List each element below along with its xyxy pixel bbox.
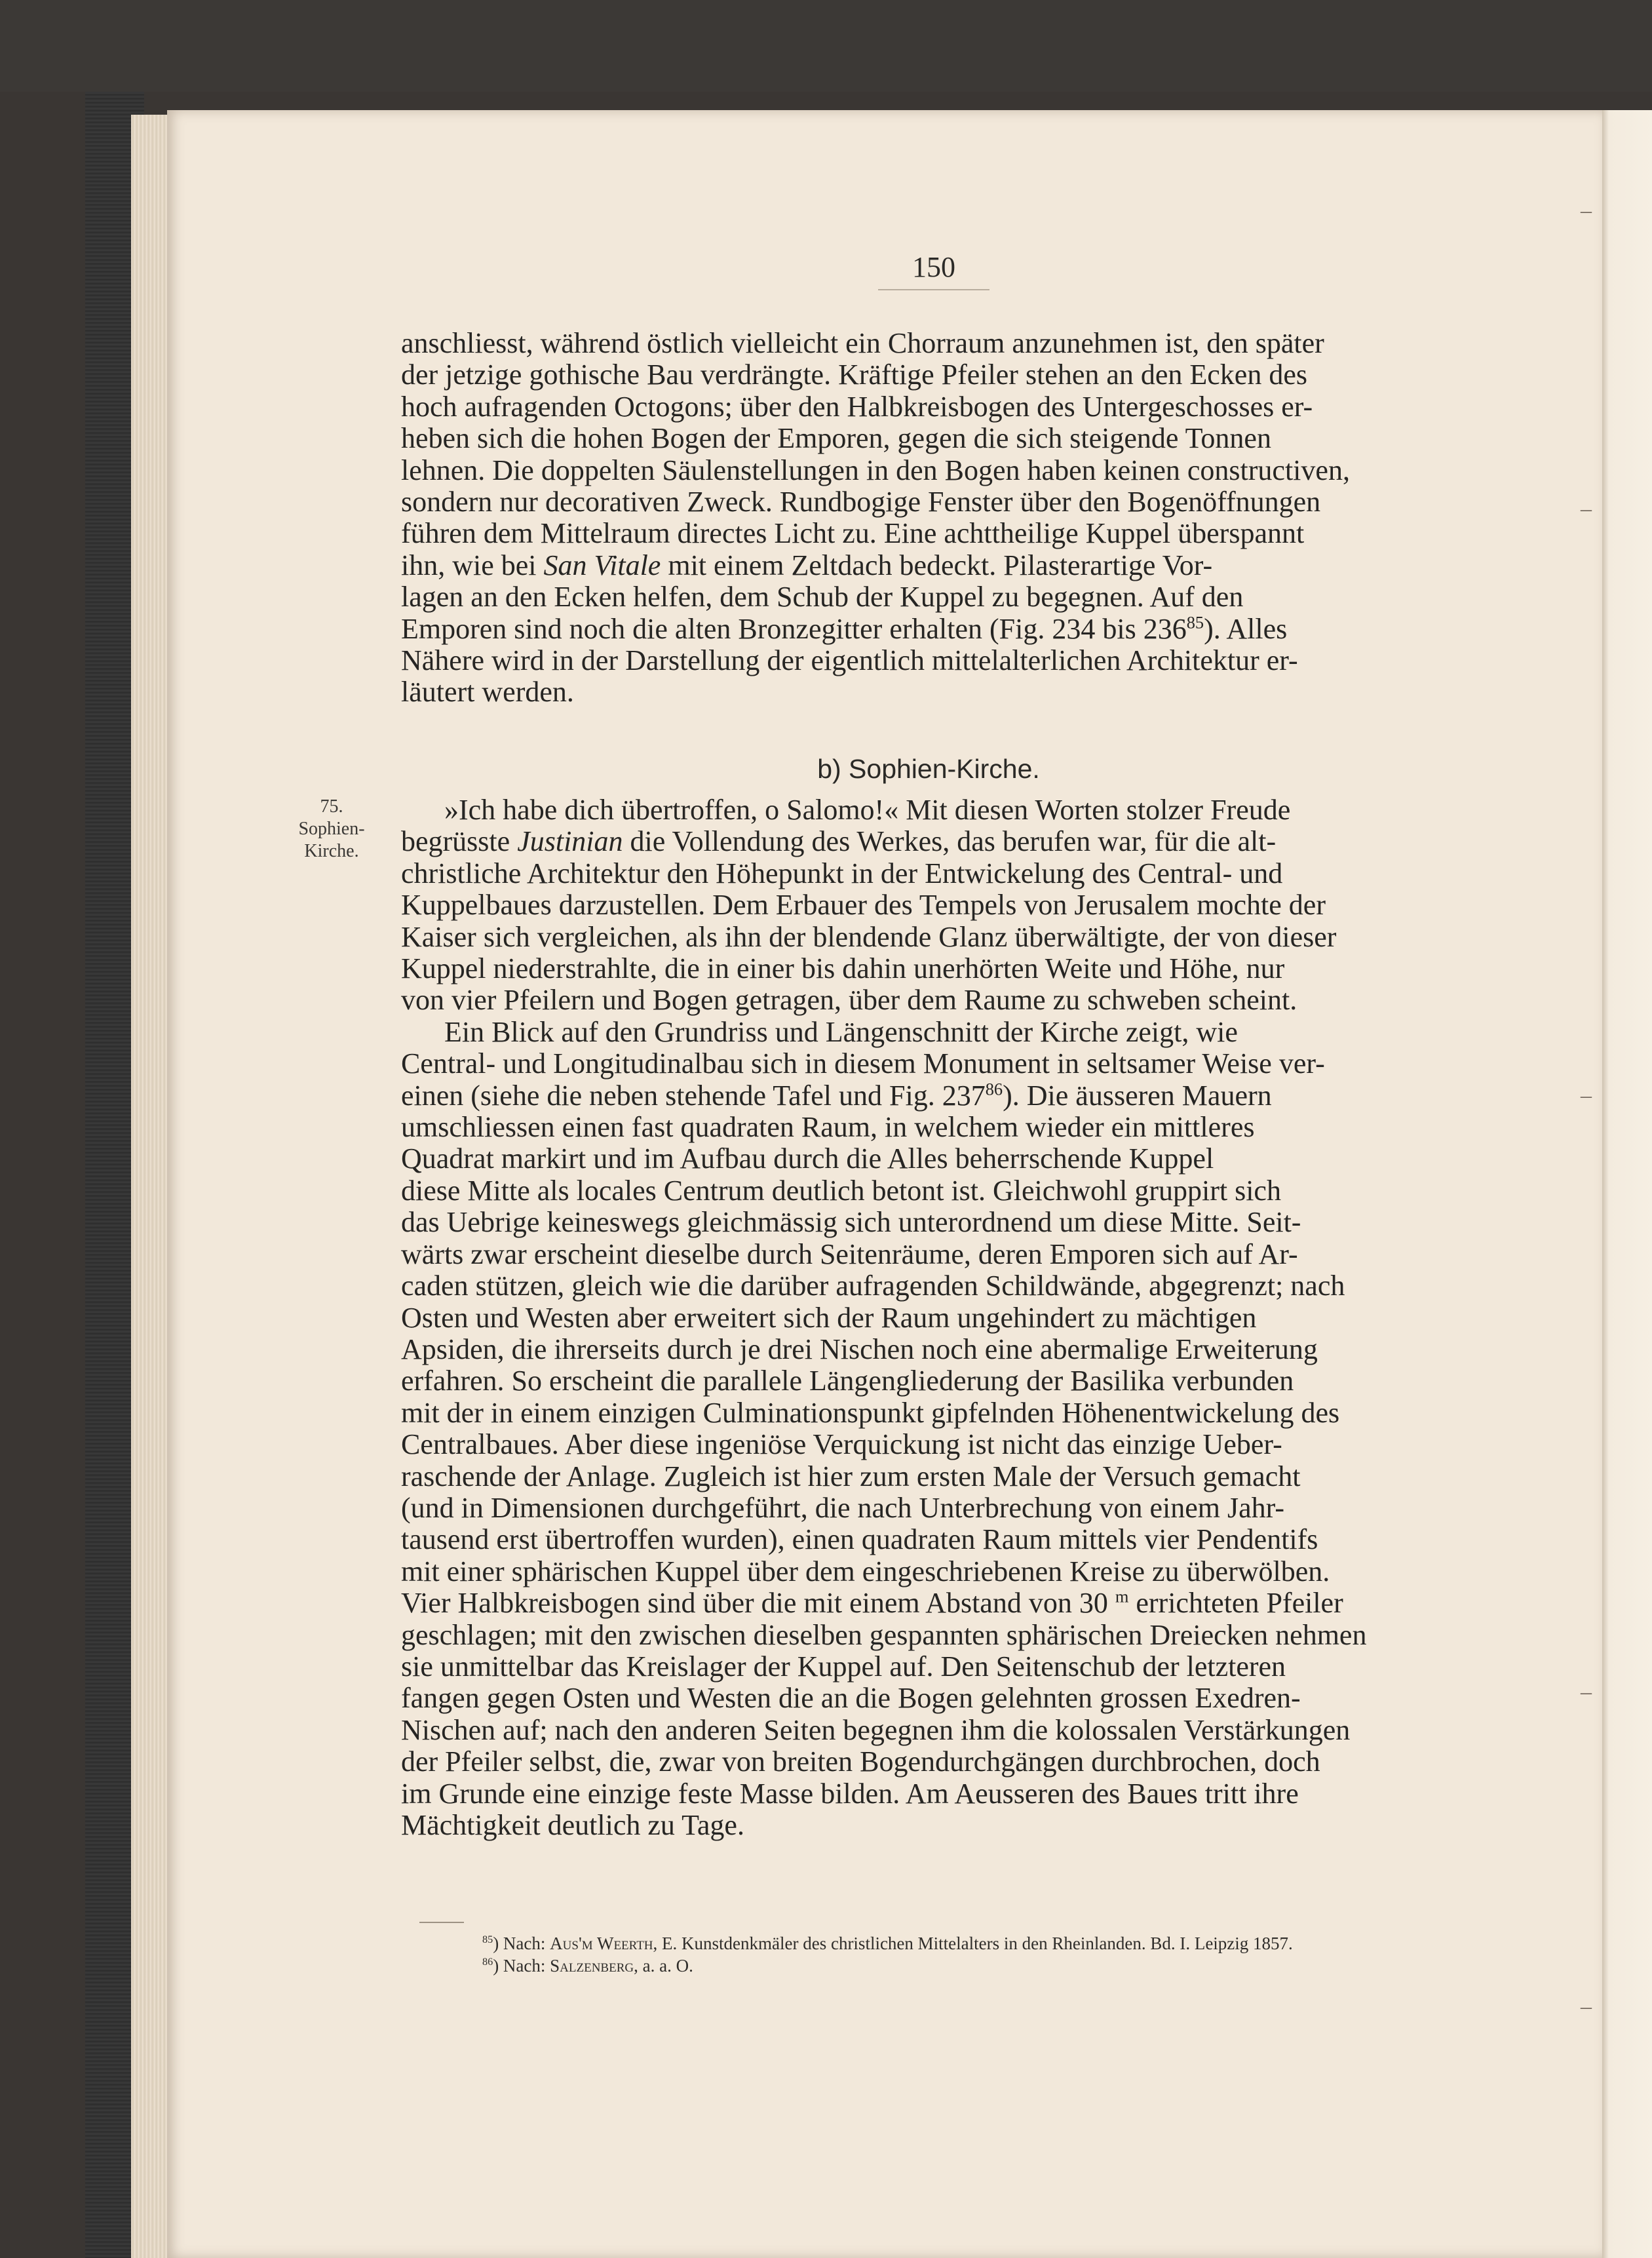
- text-line: Kuppel niederstrahlte, die in einer bis dahin unerhörten Weite und Höhe, nur: [401, 952, 1285, 985]
- text-line: [401, 550, 1456, 581]
- text-line: lagen an den Ecken helfen, dem Schub der Kuppel zu begegnen. Auf den: [401, 581, 1244, 613]
- text-run: ) Nach:: [493, 1934, 550, 1953]
- text-run: Vier Halbkreisbogen sind über die mit einem Abstand von 30: [401, 1587, 1115, 1620]
- text-line: Quadrat markirt und im Aufbau durch die Alles beherrschende Kuppel: [401, 1142, 1214, 1175]
- text-line: [401, 613, 1456, 645]
- paragraph-2: [401, 794, 1456, 1841]
- page-edges: [131, 115, 170, 2258]
- text-line: diese Mitte als locales Centrum deutlich betont ist. Gleichwohl gruppirt sich: [401, 1174, 1281, 1207]
- text-line: wärts zwar erscheint dieselbe durch Seitenräume, deren Emporen sich auf Ar-: [401, 1237, 1298, 1270]
- text-line: lehnen. Die doppelten Säulenstellungen in den Bogen haben keinen constructiven,: [401, 454, 1350, 486]
- edge-mark-icon: –: [1581, 497, 1592, 521]
- footnote-author: Aus'm Weerth, E.: [550, 1934, 678, 1953]
- text-line: [401, 826, 1456, 857]
- text-line: Kaiser sich vergleichen, als ihn der blendende Glanz überwältigte, der von dieser: [401, 920, 1337, 953]
- footnote-ref: 85: [1186, 612, 1204, 632]
- footnote-rule: [419, 1922, 464, 1923]
- text-run: , a. a. O.: [634, 1956, 693, 1976]
- text-run: errichteten Pfeiler: [1128, 1587, 1343, 1620]
- footnote: [482, 1932, 1459, 1955]
- text-run: ) Nach:: [493, 1956, 550, 1976]
- text-line: sondern nur decorativen Zweck. Rundbogige Fenster über den Bogenöffnungen: [401, 486, 1321, 518]
- text-line: »Ich habe dich übertroffen, o Salomo!« Mit diesen Worten stolzer Freude: [444, 794, 1291, 826]
- footnote-author: Salzenberg: [550, 1956, 634, 1976]
- text-line: Mächtigkeit deutlich zu Tage.: [401, 1809, 744, 1841]
- edge-mark-icon: –: [1581, 1083, 1592, 1108]
- text-run: begrüsste: [401, 825, 518, 858]
- text-line: der Pfeiler selbst, die, zwar von breiten Bogendurchgängen durchbrochen, doch: [401, 1745, 1320, 1778]
- text-line: von vier Pfeilern und Bogen getragen, über dem Raume zu schweben scheint.: [401, 984, 1297, 1017]
- text-line: tausend erst übertroffen wurden), einen quadraten Raum mittels vier Pendentifs: [401, 1523, 1318, 1556]
- text-line: sie unmittelbar das Kreislager der Kuppel auf. Den Seitenschub der letzteren: [401, 1650, 1286, 1683]
- unit-superscript: m: [1115, 1586, 1129, 1606]
- scan-background: [0, 0, 1652, 92]
- text-line: [401, 1587, 1456, 1619]
- text-line: Kuppelbaues darzustellen. Dem Erbauer des Tempels von Jerusalem mochte der: [401, 889, 1326, 922]
- footnote-number: 85: [482, 1934, 493, 1945]
- next-page-edge: [1602, 110, 1652, 2258]
- text-run: die Vollendung des Werkes, das berufen war, für die alt-: [623, 825, 1277, 858]
- text-line: raschende der Anlage. Zugleich ist hier zum ersten Male der Versuch gemacht: [401, 1460, 1301, 1492]
- page-number: 150: [878, 250, 989, 290]
- text-line: das Uebrige keineswegs gleichmässig sich unterordnend um diese Mitte. Seit-: [401, 1206, 1301, 1239]
- text-line: führen dem Mittelraum directes Licht zu. Eine achttheilige Kuppel überspannt: [401, 517, 1305, 550]
- text-line: erfahren. So erscheint die parallele Längengliederung der Basilika verbunden: [401, 1365, 1294, 1397]
- text-line: Ein Blick auf den Grundriss und Längenschnitt der Kirche zeigt, wie: [444, 1015, 1238, 1048]
- text-line: Centralbaues. Aber diese ingeniöse Verquickung ist nicht das einzige Ueber-: [401, 1428, 1282, 1461]
- text-line: (und in Dimensionen durchgeführt, die nach Unterbrechung von einem Jahr-: [401, 1491, 1285, 1524]
- margin-note: [286, 796, 377, 863]
- text-line: läutert werden.: [401, 676, 574, 709]
- text-line: geschlagen; mit den zwischen dieselben gespannten sphärischen Dreiecken nehmen: [401, 1618, 1367, 1651]
- text-line: [401, 1080, 1456, 1112]
- italic-name: Justinian: [517, 825, 623, 858]
- italic-name: San Vitale: [543, 549, 661, 581]
- text-run: Kunstdenkmäler des christlichen Mittelalters in den Rheinlanden. Bd. I. Leipzig 1857.: [677, 1934, 1293, 1953]
- text-run: mit einem Zeltdach bedeckt. Pilasterartige Vor-: [661, 549, 1213, 581]
- edge-mark-icon: –: [1581, 1680, 1592, 1704]
- footnote-number: 86: [482, 1956, 493, 1968]
- text-line: Osten und Westen aber erweitert sich der Raum ungehindert zu mächtigen: [401, 1301, 1257, 1334]
- text-line: im Grunde eine einzige feste Masse bilden. Am Aeusseren des Baues tritt ihre: [401, 1777, 1299, 1810]
- text-run: Emporen sind noch die alten Bronzegitter erhalten (Fig. 234 bis 236: [401, 612, 1187, 645]
- margin-label: Sophien-: [298, 819, 365, 839]
- paragraph-1: [401, 328, 1456, 709]
- edge-mark-icon: –: [1581, 199, 1592, 223]
- text-line: Central- und Longitudinalbau sich in diesem Monument in seltsamer Weise ver-: [401, 1047, 1325, 1080]
- footnote-ref: 86: [985, 1079, 1003, 1099]
- text-line: hoch aufragenden Octogons; über den Halbkreisbogen des Untergeschosses er-: [401, 390, 1313, 423]
- text-line: der jetzige gothische Bau verdrängte. Kräftige Pfeiler stehen an den Ecken des: [401, 359, 1307, 391]
- text-run: einen (siehe die neben stehende Tafel und Fig. 237: [401, 1079, 986, 1112]
- text-line: Nähere wird in der Darstellung der eigentlich mittelalterlichen Architektur er-: [401, 644, 1298, 677]
- text-line: mit einer sphärischen Kuppel über dem eingeschriebenen Kreise zu überwölben.: [401, 1555, 1330, 1587]
- text-line: christliche Architektur den Höhepunkt in der Entwickelung des Central- und: [401, 857, 1283, 889]
- section-heading: b) Sophien-Kirche.: [817, 754, 1040, 784]
- text-line: umschliessen einen fast quadraten Raum, in welchem wieder ein mittleres: [401, 1111, 1255, 1144]
- margin-label: Kirche.: [304, 841, 359, 861]
- text-line: anschliesst, während östlich vielleicht ein Chorraum anzunehmen ist, den später: [401, 327, 1324, 359]
- margin-number: 75.: [320, 796, 343, 817]
- edge-mark-icon: –: [1581, 1995, 1592, 2019]
- footnote: [482, 1955, 1459, 1977]
- footnotes: [482, 1932, 1459, 1977]
- text-run: ihn, wie bei: [401, 549, 544, 581]
- text-run: ). Die äusseren Mauern: [1003, 1079, 1272, 1112]
- text-line: Apsiden, die ihrerseits durch je drei Nischen noch eine abermalige Erweiterung: [401, 1333, 1318, 1365]
- text-line: mit der in einem einzigen Culminationspunkt gipfelnden Höhenentwickelung des: [401, 1396, 1340, 1429]
- text-line: heben sich die hohen Bogen der Emporen, gegen die sich steigende Tonnen: [401, 422, 1271, 455]
- text-line: fangen gegen Osten und Westen die an die Bogen gelehnten grossen Exedren-: [401, 1682, 1301, 1715]
- text-line: caden stützen, gleich wie die darüber aufragenden Schildwände, abgegrenzt; nach: [401, 1270, 1345, 1302]
- text-line: Nischen auf; nach den anderen Seiten begegnen ihm die kolossalen Verstärkungen: [401, 1713, 1351, 1746]
- text-run: ). Alles: [1204, 612, 1288, 645]
